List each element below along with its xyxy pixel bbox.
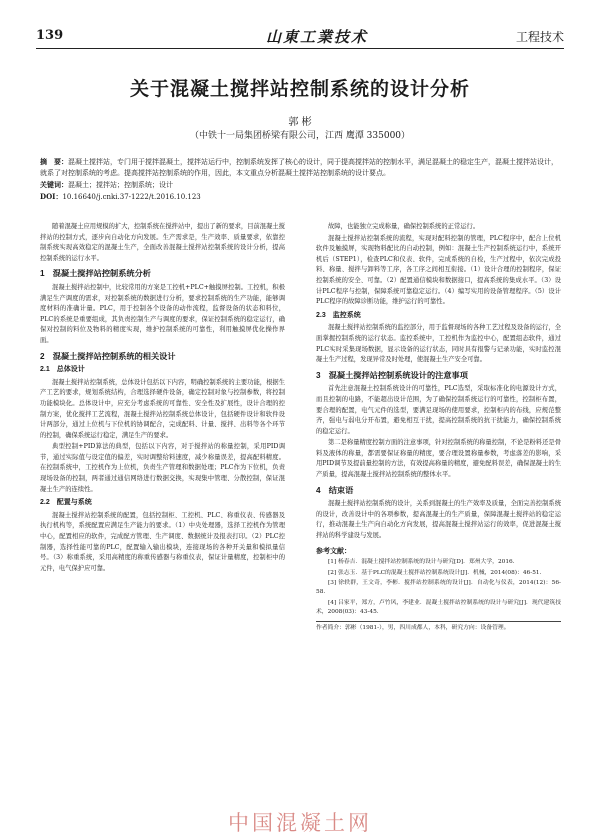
paper-title: 关于混凝土搅拌站控制系统的设计分析 (129, 78, 470, 100)
left-column (40, 222, 285, 575)
doi-text: 10.16640/j.cnki.37-1222/t.2016.10.123 (62, 193, 201, 201)
body-paragraph: 第二是称量精度控制方面的注意事项，针对控制系统的称量控制，不论是粉料还是骨料及液体的称量，都需要保证称量的精度，要合理设置称量参数，考虑落差的影响，采用PID调节及提前量控制的方法，有效提高称量的精度，避免配料误差，确保混凝土的生产质量，提高混凝土搅拌站控制系统的整体水平。 (316, 439, 561, 479)
body-paragraph: 混凝土搅拌站控制系统的设计，关系到混凝土的生产效率及质量，全面完善控制系统的设计，改善设计中的各项参数，提高混凝土的生产质量，保障混凝土搅拌站的稳定运行，推动混凝土生产向自动化方向发展，提高混凝土搅拌站运行的效率，促进混凝土搅拌站的科学建设与发展。 (316, 500, 561, 540)
intro-paragraph: 随着混凝土应用规模的扩大，控制系统在搅拌站中，提出了新的要求，目前混凝土搅拌站的控制方式，逐步向自动化方向发展。生产需求是，生产效率、质量要求，依靠控制系统实现高效稳定的混凝土生产，全面改善混凝土搅拌站控制系统的设计分析，提高控制系统的运行水平。 (40, 223, 285, 262)
keywords-line (40, 179, 560, 191)
doi-label: DOI： (40, 192, 63, 201)
body-paragraph: 混凝土搅拌站控制系统，总体设计包括以下内容，明确控制系统的主要功能，根据生产工艺的要求，规划系统结构，合理选择硬件设备，确定控制对象与控制参数，将控制功能模块化。总体设计中，应充分考虑系统的可靠性、安全性及扩展性，设计合理的控制方案，优化搅拌工艺流程，混凝土搅拌站控制系统总体设计，包括硬件设计和软件设计两部分，通过上位机与下位机的协调配合，完成配料、计量、搅拌、出料等各个环节的控制，确保系统运行稳定，满足生产的要求。 (40, 378, 285, 439)
section-heading-3: 3 混凝土搅拌站控制系统设计的注意事项 (316, 370, 468, 380)
keywords-text: 混凝土；搅拌站；控制系统；设计 (68, 181, 173, 189)
section-heading-1: 1 混凝土搅拌站控制系统分析 (40, 269, 151, 279)
right-column (316, 222, 561, 633)
abstract-block (40, 156, 560, 203)
author-name: 郭 彬 (288, 117, 312, 128)
body-paragraph: 故障，也能独立完成称量，确保控制系统的正常运行。 (328, 223, 480, 230)
author-bio: 作者简介：郭彬（1981-），男，四川成都人，本科，研究方向：设备管理。 (316, 621, 561, 633)
references-title: 参考文献： (316, 545, 351, 555)
keywords-label: 关键词： (40, 180, 68, 189)
reference-item: [2] 张志玉．基于PLC的混凝土搅拌站控制系统设计[J]．机械，2014(08)：46-51. (328, 569, 542, 576)
body-paragraph: 混凝土搅拌站控制中，比较常用的方案是工控机+PLC+触摸屏控制。工控机，积极满足生产调度的需求，对控制系统的数据进行分析，要求控制系统的生产功能，能够调度材料的准确计量。PLC，用于控制各个设备的动作流程，监督设备的状态和料位，PLC的系统是重要组成，其负责控制生产与调度的要求，保证控制系统的稳定运行，确保对控制的料位及物料的精度实现，维护控制系统的可靠性，利用触摸屏优化操作界面。 (40, 283, 285, 344)
subsection-heading-2-1: 2.1 总体设计 (40, 366, 85, 374)
page-header (36, 26, 564, 49)
section-heading-4: 4 结束语 (316, 485, 354, 495)
reference-item: [4] 吕家平，郑方，卢竹风，李建业．混凝土搅拌站控制系统的设计与研究[J]．现代建筑技术，2008(03)：43-45. (316, 599, 561, 616)
section-label: 工程技术 (515, 30, 564, 44)
author-affiliation: （中铁十一局集团桥梁有限公司，江西 鹰潭 335000） (189, 131, 411, 141)
page-number: 139 (36, 28, 64, 43)
doi-line (40, 191, 560, 203)
body-paragraph: 混凝土搅拌站控制系统的监控部分，用于监督现场的各种工艺过程及设备的运行，全面掌握控制系统的运行状态。监控系统中，工控机作为监控中心，配置组态软件，通过PLC实时采集现场数据，显示设备的运行状态，同时具有报警与记录功能，实时监控混凝土生产过程，发现异常及时处理，使混凝土生产安全可靠。 (316, 324, 561, 364)
reference-item: [1] 杨春吉．混凝土搅拌站控制系统的设计与研究[D]．郑州大学，2016. (328, 559, 515, 566)
subsection-heading-2-2: 2.2 配置与系统 (40, 499, 92, 507)
body-paragraph: 典型控制+PID算法的典型，包括以下内容，对于搅拌站的称量控制，采用PID调节，通过实际值与设定值的偏差，实时调整给料速度，减少称量误差，提高配料精度。在控制系统中，工控机作为上位机，负责生产管理和数据处理；PLC作为下位机，负责现场设备的控制，两者通过通信网络进行数据交换，实现集中管理、分散控制，保证混凝土生产的连续性。 (40, 443, 285, 493)
watermark: 中国混凝土网 (228, 811, 372, 835)
abstract-label: 摘 要： (40, 157, 68, 166)
section-heading-2: 2 混凝土搅拌站控制系统的相关设计 (40, 351, 176, 361)
subsection-heading-2-3: 2.3 监控系统 (316, 311, 361, 319)
body-paragraph: 混凝土搅拌站控制系统的流程，实现对配料控制的管理，PLC程序中，配合上位机软件及触摸屏，实现物料配比的自动控制，例如：混凝土生产控制系统运行中，系统开机后（STEP1），检查PLC和仪表、软件，完成系统的自检，生产过程中，依次完成投料、称量、搅拌与卸料等工序，各工序之间相互衔接。（1）设计合理的控制程序，保证控制系统的安全、可靠。（2）配置通信模块和数据接口，提高系统的集成水平。（3）设计PLC程序与控制，保障系统可靠稳定运行。（4）编写实用的设备管理程序。（5）设计PLC程序的故障诊断功能，维护运行的可靠性。 (316, 234, 561, 306)
reference-item: [3] 徐轶群，王文奇，李彬．搅拌站控制系统的设计[J]．自动化与仪表，2014(12)：56-58. (316, 580, 561, 596)
body-paragraph: 首先注意混凝土控制系统设计的可靠性，PLC选型，采取标准化的电源设计方式，而且控制的电路，不能超出设计范围，为了确保控制系统运行的可靠性，控制柜布置，要合理的配置，电气元件的选型，要满足现场的使用要求，控制柜内的布线，应规范整齐，强电与弱电分开布置，避免相互干扰，提高控制系统的抗干扰能力，确保控制系统的稳定运行。 (316, 385, 561, 435)
abstract-body: 混凝土搅拌站，专门用于搅拌混凝土，搅拌站运行中，控制系统发挥了核心的设计，同于提高搅拌站的控制水平，满足混凝土的稳定生产，混凝土搅拌站设计，就系了对控制系统的考虑。提高搅拌站控制系统的作用，因此，本文重点分析混凝土搅拌站控制系统的设计要点。 (40, 158, 558, 177)
body-paragraph: 混凝土搅拌站控制系统的配置，包括控制柜、工控机、PLC、称重仪表、传感器及执行机构等，系统配置应满足生产能力的要求。（1）中央处理器，选择工控机作为管理中心，配置相应的软件，完成配方管理、生产调度、数据统计及报表打印。（2）PLC控制器，选择性能可靠的PLC，配置输入输出模块，连接现场的各种开关量和模拟量信号。（3）称重系统，采用高精度的称重传感器与称重仪表，保证计量精度，控制柜中的元件，电气保护应可靠。 (40, 511, 285, 572)
abstract-text (40, 156, 560, 179)
journal-name: 山東工業技术 (266, 28, 369, 46)
